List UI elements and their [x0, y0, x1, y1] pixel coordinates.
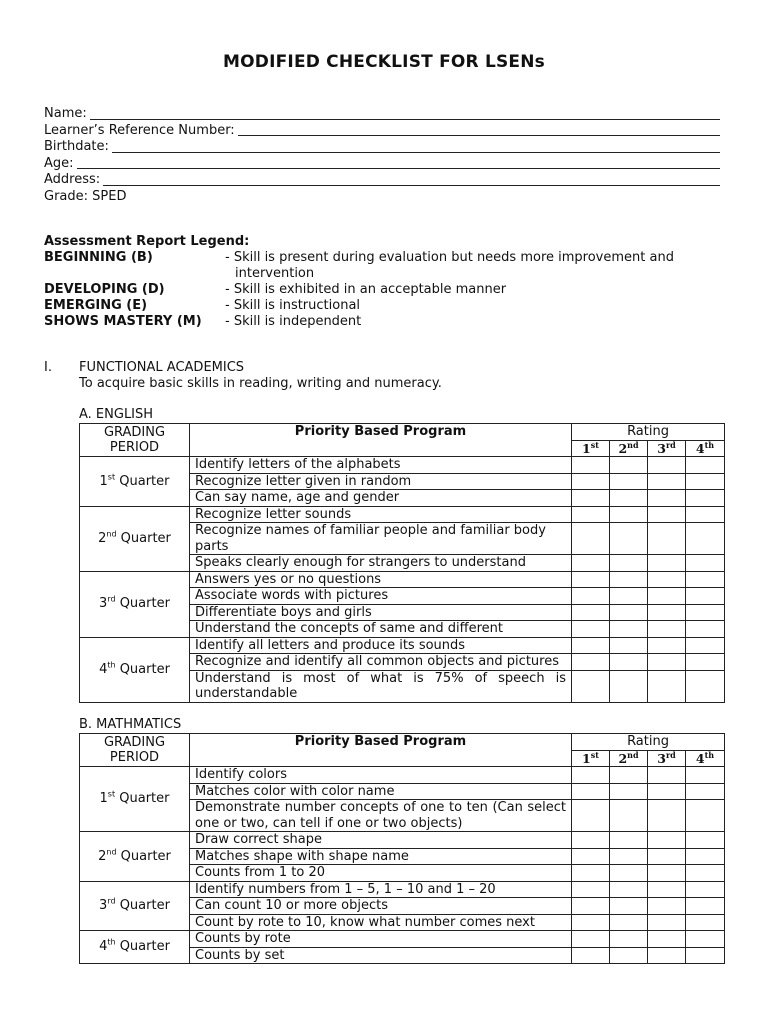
skill-item: Identify colors [190, 767, 572, 784]
program-header: Priority Based Program [190, 734, 572, 767]
quarter-suffix: st [107, 789, 116, 799]
rating-cell[interactable] [648, 898, 686, 915]
program-header: Priority Based Program [190, 424, 572, 457]
rating-header: Rating [572, 734, 725, 751]
skill-item: Recognize names of familiar people and familiar body parts [190, 523, 572, 555]
english-caption: A. ENGLISH [79, 407, 154, 422]
legend-desc: - Skill is independent [225, 314, 362, 329]
rating-col-suffix: th [704, 749, 715, 760]
rating-cell[interactable] [610, 523, 648, 555]
rating-cell[interactable] [648, 473, 686, 490]
rating-col-number: 3 [657, 750, 666, 766]
skill-item: Can count 10 or more objects [190, 898, 572, 915]
table-row [80, 506, 725, 523]
quarter-label: Quarter [119, 473, 170, 489]
quarter-label: Quarter [119, 791, 170, 807]
quarter-suffix: nd [106, 847, 117, 857]
legend-term: DEVELOPING (D) [44, 282, 165, 297]
legend-item [44, 314, 724, 330]
field-label: Grade: SPED [44, 188, 127, 204]
rating-cell[interactable] [686, 588, 725, 605]
rating-cell[interactable] [686, 637, 725, 654]
math-caption: B. MATHMATICS [79, 717, 182, 732]
table-row [80, 767, 725, 784]
rating-cell[interactable] [648, 865, 686, 882]
section-title: FUNCTIONAL ACADEMICS [79, 360, 245, 375]
rating-col-number: 1 [582, 440, 591, 456]
quarter-number: 3 [99, 596, 108, 612]
rating-cell[interactable] [686, 654, 725, 671]
rating-col-header [572, 750, 610, 767]
rating-cell[interactable] [648, 490, 686, 507]
rating-cell[interactable] [686, 881, 725, 898]
table-row [80, 637, 725, 654]
rating-cell[interactable] [686, 931, 725, 948]
rating-cell[interactable] [610, 506, 648, 523]
rating-cell[interactable] [572, 670, 610, 702]
rating-cell[interactable] [610, 783, 648, 800]
rating-cell[interactable] [686, 832, 725, 849]
rating-cell[interactable] [572, 571, 610, 588]
section-number: I. [44, 360, 52, 375]
rating-cell[interactable] [610, 670, 648, 702]
field-label: Name: [44, 106, 87, 121]
rating-col-number: 2 [618, 440, 628, 456]
rating-cell[interactable] [686, 604, 725, 621]
header-row [80, 424, 725, 441]
skill-item: Counts by set [190, 947, 572, 964]
rating-cell[interactable] [572, 848, 610, 865]
rating-cell[interactable] [686, 506, 725, 523]
rating-cell[interactable] [610, 654, 648, 671]
rating-cell[interactable] [610, 555, 648, 572]
quarter-number: 2 [98, 848, 107, 864]
skill-item: Matches shape with shape name [190, 848, 572, 865]
rating-col-suffix: rd [665, 439, 676, 450]
rating-cell[interactable] [572, 654, 610, 671]
rating-cell[interactable] [686, 783, 725, 800]
rating-cell[interactable] [572, 832, 610, 849]
skill-item: Can say name, age and gender [190, 490, 572, 507]
quarter-number: 1 [99, 791, 108, 807]
skill-item: Identify all letters and produce its sounds [190, 637, 572, 654]
rating-cell[interactable] [648, 832, 686, 849]
rating-cell[interactable] [686, 865, 725, 882]
rating-cell[interactable] [648, 604, 686, 621]
quarter-suffix: th [107, 937, 116, 947]
rating-col-suffix: nd [627, 439, 639, 450]
field-label: Age: [44, 155, 74, 171]
rating-cell[interactable] [572, 457, 610, 474]
rating-cell[interactable] [610, 490, 648, 507]
legend-term: EMERGING (E) [44, 298, 148, 313]
rating-cell[interactable] [686, 800, 725, 832]
quarter-cell [80, 881, 190, 931]
quarter-number: 4 [99, 939, 108, 955]
grading-period-header: GRADING PERIOD [80, 424, 190, 457]
rating-cell[interactable] [686, 947, 725, 964]
rating-cell[interactable] [648, 588, 686, 605]
rating-cell[interactable] [610, 457, 648, 474]
rating-cell[interactable] [610, 931, 648, 948]
legend-term: BEGINNING (B) [44, 250, 153, 265]
quarter-label: Quarter [119, 661, 170, 677]
rating-header: Rating [572, 424, 725, 441]
rating-col-header [610, 440, 648, 457]
rating-cell[interactable] [686, 490, 725, 507]
skill-item: Differentiate boys and girls [190, 604, 572, 621]
legend-desc [225, 250, 724, 282]
rating-cell[interactable] [610, 881, 648, 898]
rating-cell[interactable] [648, 767, 686, 784]
skill-item: Demonstrate number concepts of one to ten (Can select one or two, can tell if one or two objects) [190, 800, 572, 832]
quarter-number: 3 [99, 898, 108, 913]
rating-cell[interactable] [610, 800, 648, 832]
name-field [44, 106, 724, 123]
section-subtitle: To acquire basic skills in reading, writing and numeracy. [79, 376, 442, 391]
learner-info [44, 106, 724, 205]
rating-col-number: 2 [618, 750, 628, 766]
rating-cell[interactable] [610, 832, 648, 849]
lrn-field [44, 123, 724, 140]
rating-cell[interactable] [572, 555, 610, 572]
skill-item: Recognize and identify all common objects and pictures [190, 654, 572, 671]
rating-cell[interactable] [610, 473, 648, 490]
rating-col-header [610, 750, 648, 767]
legend-term: SHOWS MASTERY (M) [44, 314, 202, 329]
rating-cell[interactable] [648, 914, 686, 931]
rating-col-number: 1 [582, 750, 591, 766]
legend-heading: Assessment Report Legend: [44, 234, 250, 249]
rating-col-number: 4 [695, 750, 705, 766]
rating-col-header [572, 440, 610, 457]
rating-cell[interactable] [610, 767, 648, 784]
skill-item: Matches color with color name [190, 783, 572, 800]
rating-cell[interactable] [572, 914, 610, 931]
grading-period-header: GRADING PERIOD [80, 734, 190, 767]
skill-item: Draw correct shape [190, 832, 572, 849]
rating-col-header [686, 440, 725, 457]
quarter-cell [80, 506, 190, 571]
rating-cell[interactable] [648, 800, 686, 832]
rating-cell[interactable] [572, 865, 610, 882]
address-blank[interactable] [103, 172, 720, 186]
rating-cell[interactable] [572, 898, 610, 915]
rating-cell[interactable] [648, 654, 686, 671]
rating-col-suffix: st [590, 439, 599, 450]
rating-cell[interactable] [572, 783, 610, 800]
quarter-suffix: nd [106, 529, 117, 539]
quarter-suffix: th [107, 660, 116, 670]
legend-item [44, 250, 724, 282]
rating-cell[interactable] [572, 881, 610, 898]
quarter-label: Quarter [120, 848, 171, 864]
rating-cell[interactable] [648, 783, 686, 800]
section-heading [44, 360, 724, 392]
lrn-blank[interactable] [238, 123, 720, 137]
skill-item: Identify numbers from 1 – 5, 1 – 10 and 1 – 20 [190, 881, 572, 898]
rating-cell[interactable] [572, 604, 610, 621]
skill-item: Understand is most of what is 75% of speech is understandable [190, 670, 572, 702]
quarter-label: Quarter [119, 939, 170, 955]
skill-item: Counts from 1 to 20 [190, 865, 572, 882]
rating-cell[interactable] [686, 848, 725, 865]
rating-cell[interactable] [572, 767, 610, 784]
rating-cell[interactable] [648, 555, 686, 572]
rating-col-suffix: nd [627, 749, 639, 760]
table-row [80, 832, 725, 849]
legend-item [44, 282, 724, 298]
rating-cell[interactable] [610, 914, 648, 931]
legend-item [44, 298, 724, 314]
field-label: Learner’s Reference Number: [44, 122, 235, 138]
rating-cell[interactable] [648, 670, 686, 702]
skill-item: Counts by rote [190, 931, 572, 948]
quarter-number: 1 [99, 473, 108, 489]
rating-cell[interactable] [610, 621, 648, 638]
field-label: Address: [44, 172, 101, 187]
rating-cell[interactable] [686, 621, 725, 638]
quarter-cell [80, 637, 190, 702]
rating-cell[interactable] [572, 473, 610, 490]
rating-col-header [686, 750, 725, 767]
rating-cell[interactable] [648, 621, 686, 638]
rating-cell[interactable] [610, 848, 648, 865]
age-field [44, 156, 724, 173]
rating-cell[interactable] [686, 457, 725, 474]
quarter-suffix: rd [107, 594, 116, 604]
header-row [80, 734, 725, 751]
rating-cell[interactable] [572, 588, 610, 605]
age-blank[interactable] [77, 156, 720, 170]
rating-cell[interactable] [610, 571, 648, 588]
page-title: MODIFIED CHECKLIST FOR LSENs [223, 52, 545, 72]
quarter-number: 2 [98, 530, 107, 546]
table-row [80, 881, 725, 898]
rating-cell[interactable] [572, 621, 610, 638]
rating-cell[interactable] [686, 555, 725, 572]
quarter-suffix: st [107, 472, 116, 482]
skill-item: Count by rote to 10, know what number comes next [190, 914, 572, 931]
field-label: Birthdate: [44, 139, 109, 154]
rating-cell[interactable] [686, 767, 725, 784]
grade-field [44, 189, 724, 206]
rating-cell[interactable] [610, 865, 648, 882]
skill-item: Recognize letter given in random [190, 473, 572, 490]
rating-cell[interactable] [648, 637, 686, 654]
rating-cell[interactable] [572, 490, 610, 507]
english-table [79, 423, 725, 703]
rating-cell[interactable] [572, 947, 610, 964]
name-blank[interactable] [90, 106, 720, 120]
rating-cell[interactable] [610, 604, 648, 621]
rating-cell[interactable] [686, 670, 725, 702]
rating-cell[interactable] [610, 588, 648, 605]
rating-cell[interactable] [572, 523, 610, 555]
skill-item: Identify letters of the alphabets [190, 457, 572, 474]
math-table [79, 733, 725, 964]
rating-cell[interactable] [648, 848, 686, 865]
quarter-number: 4 [99, 661, 108, 677]
quarter-label: Quarter [119, 898, 170, 913]
legend-desc: - Skill is exhibited in an acceptable manner [225, 282, 507, 297]
legend-desc: - Skill is instructional [225, 298, 361, 313]
birthdate-field [44, 139, 724, 156]
skill-item: Speaks clearly enough for strangers to understand [190, 555, 572, 572]
skill-item: Recognize letter sounds [190, 506, 572, 523]
rating-cell[interactable] [686, 898, 725, 915]
legend-desc-line: intervention [235, 266, 315, 281]
rating-cell[interactable] [610, 637, 648, 654]
table-row [80, 931, 725, 948]
rating-cell[interactable] [572, 506, 610, 523]
rating-cell[interactable] [686, 571, 725, 588]
skill-item: Answers yes or no questions [190, 571, 572, 588]
rating-cell[interactable] [610, 947, 648, 964]
rating-cell[interactable] [572, 637, 610, 654]
rating-cell[interactable] [648, 947, 686, 964]
rating-col-suffix: rd [665, 749, 676, 760]
rating-cell[interactable] [648, 881, 686, 898]
quarter-cell [80, 571, 190, 637]
rating-col-suffix: th [704, 439, 715, 450]
rating-cell[interactable] [686, 473, 725, 490]
birthdate-blank[interactable] [112, 139, 720, 153]
skill-item: Understand the concepts of same and different [190, 621, 572, 638]
rating-cell[interactable] [572, 800, 610, 832]
assessment-legend [44, 233, 724, 330]
address-field [44, 172, 724, 189]
rating-col-header [648, 750, 686, 767]
quarter-cell [80, 457, 190, 507]
rating-cell[interactable] [686, 914, 725, 931]
quarter-suffix: rd [107, 896, 116, 906]
skill-item: Associate words with pictures [190, 588, 572, 605]
legend-desc-line: - Skill is present during evaluation but needs more improvement and [225, 250, 674, 265]
rating-cell[interactable] [648, 571, 686, 588]
rating-col-header [648, 440, 686, 457]
rating-cell[interactable] [648, 523, 686, 555]
rating-cell[interactable] [610, 898, 648, 915]
rating-cell[interactable] [648, 506, 686, 523]
rating-col-number: 3 [657, 440, 666, 456]
rating-col-number: 4 [695, 440, 705, 456]
quarter-label: Quarter [120, 530, 171, 546]
quarter-cell [80, 832, 190, 882]
rating-cell[interactable] [572, 931, 610, 948]
table-row [80, 457, 725, 474]
table-row [80, 571, 725, 588]
rating-cell[interactable] [686, 523, 725, 555]
rating-col-suffix: st [590, 749, 599, 760]
quarter-cell [80, 767, 190, 832]
rating-cell[interactable] [648, 931, 686, 948]
quarter-label: Quarter [119, 596, 170, 612]
quarter-cell [80, 931, 190, 964]
rating-cell[interactable] [648, 457, 686, 474]
